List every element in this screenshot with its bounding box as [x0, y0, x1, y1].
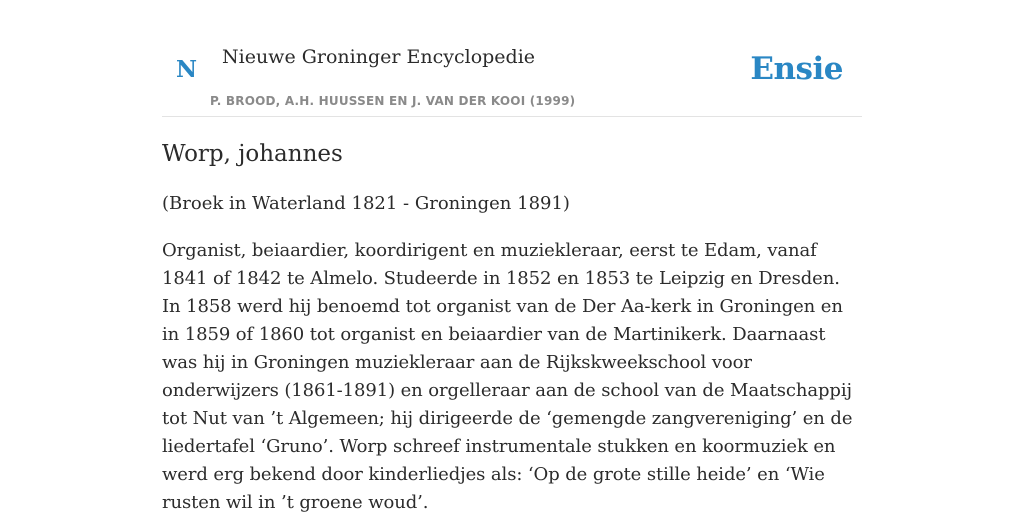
page-header — [162, 0, 862, 117]
encyclopedia-title[interactable]: Nieuwe Groninger Encyclopedie — [222, 46, 536, 68]
article-subtitle: (Broek in Waterland 1821 - Groningen 1891) — [162, 193, 570, 214]
encyclopedia-logo[interactable]: N — [176, 56, 198, 83]
authors-line: P. BROOD, A.H. HUUSSEN EN J. VAN DER KOOI (1999) — [210, 94, 576, 108]
article — [162, 138, 862, 517]
article-title: Worp, johannes — [162, 141, 343, 167]
ensie-logo[interactable]: Ensie — [750, 51, 843, 87]
article-body: Organist, beiaardier, koordirigent en muziekleraar, eerst te Edam, vanaf 1841 of 1842 te Almelo. Studeerde in 1852 en 1853 te Leipzig en Dresden. In 1858 werd hij benoemd tot organist van de Der Aa-kerk in Groningen en in 1859 of 1860 tot organist en beiaardier van de Martinikerk. Daarnaast was hij in Groningen muziekleraar aan de Rijkskweekschool voor onderwijzers (1861-1891) en orgelleraar aan de school van de Maatschappij tot Nut van ’t Algemeen; hij dirigeerde de ‘gemengde zangvereniging’ en de liedertafel ‘Gruno’. Worp schreef instrumentale stukken en koormuziek en werd erg bekend door kinderliedjes als: ‘Op de grote stille heide’ en ‘Wie rusten wil in ’t groene woud’. — [162, 240, 853, 513]
